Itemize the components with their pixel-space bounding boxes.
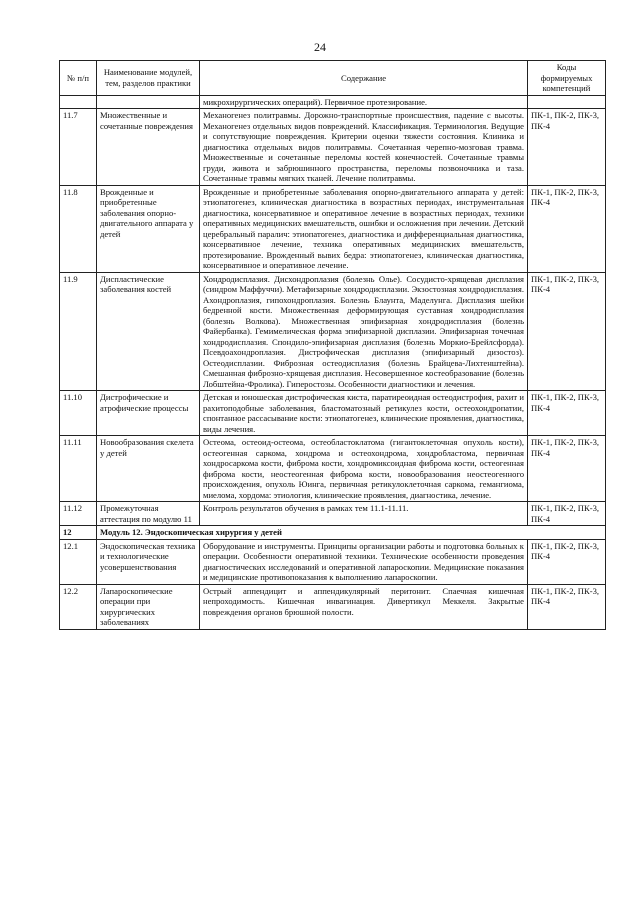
table-row bbox=[60, 539, 606, 584]
row-codes: ПК-1, ПК-2, ПК-3, ПК-4 bbox=[528, 502, 606, 526]
row-codes: ПК-1, ПК-2, ПК-3, ПК-4 bbox=[528, 584, 606, 629]
table-row bbox=[60, 584, 606, 629]
header-content: Содержание bbox=[200, 61, 528, 96]
module-row bbox=[60, 526, 606, 540]
row-num: 11.7 bbox=[60, 109, 97, 186]
continuation-content: микрохирургических операций). Первичное протезирование. bbox=[200, 95, 528, 109]
row-content: Хондродисплазия. Дисхондроплазия (болезнь Олье). Сосудисто-хрящевая дисплазия (синдром Маффуччи). Метафизарные хондродисплазии. Экзостозная хондродисплазия. Ахондроплазия, гипохондроплазия. Болезнь Блаунта, Маделунга. Дисплазия шейки бедренной кости. Множественная деформирующая суставная хондродисплазия (болезнь Волкова). Множественная эпифизарная хондродисплазия (болезнь Файербанка). Гемимелическая форма эпифизарной дисплазии. Эпифизарная точечная хондродисплазия. Спондило-эпифизарная дисплазия (болезнь Моркио-Брейлсфорда). Псевдоахондроплазия. Дистрофическая дисплазия (эпифизарный дизостоз). Остеодисплазии. Фиброзная остеодисплазия (болезнь Брайцева-Лихтенштейна). Смешанная фиброзно-хрящевая дисплазия. Несовершенное костеобразование (болезнь Лобштейна-Фролика). Гиперостозы. Особенности диагностики и лечения. bbox=[200, 272, 528, 391]
row-content: Острый аппендицит и аппендикулярный перитонит. Спаечная кишечная непроходимость. Кишечная инвагинация. Дивертикул Меккеля. Закрытые повреждения органов брюшной полости. bbox=[200, 584, 528, 629]
row-content: Врожденные и приобретенные заболевания опорно-двигательного аппарата у детей: этиопатогенез, клиническая диагностика в возрастных периодах, инструментальная диагностика, консервативное и оперативное лечение в возрастных периодах, техники оперативных медицинских вмешательств, ошибки и осложнения при лечении. Детский церебральный паралич: этиопатогенез, диагностика и дифференциальная диагностика, консервативное лечение, техника оперативных медицинских вмешательств, протезирование. Врожденный вывих бедра: этиопатогенез, клиническая диагностика, консервативное и оперативное лечение. bbox=[200, 185, 528, 272]
row-content: Детская и юношеская дистрофическая киста, паратиреоидная остеодистрофия, рахит и рахитоподобные заболевания, бластоматозный ретикулез кости, остеохондропатии, спонтанное рассасывание кости: этиопатогенез, клинические проявления, диагностика, виды лечения. bbox=[200, 391, 528, 436]
module-title: Модуль 12. Эндоскопическая хирургия у детей bbox=[97, 526, 606, 540]
row-content: Оборудование и инструменты. Принципы организации работы и подготовка больных к операции. Особенности оперативной техники. Технические особенности проведения диагностических исследований и оперативной лапароскопии. Медицинские показания и медицинские противопоказания к выполнению лапароскопии. bbox=[200, 539, 528, 584]
table-row bbox=[60, 502, 606, 526]
header-codes: Коды формируемых компетенций bbox=[528, 61, 606, 96]
row-num: 11.9 bbox=[60, 272, 97, 391]
table-row bbox=[60, 436, 606, 502]
row-codes: ПК-1, ПК-2, ПК-3, ПК-4 bbox=[528, 436, 606, 502]
row-content: Контроль результатов обучения в рамках тем 11.1-11.11. bbox=[200, 502, 528, 526]
row-title: Промежуточная аттестация по модулю 11 bbox=[97, 502, 200, 526]
table-row bbox=[60, 391, 606, 436]
row-content: Остеома, остеоид-остеома, остеобластоклатома (гигантоклеточная опухоль кости), остеогенная саркома, хондрома и остеохондрома, хондробластома, первичная хондросаркома кости, фиброма кости, хондромиксоидная фиброма кости, остеогенная фиброма кости, неостеогенная фиброма кости, новообразования неостеогенного происхождения, опухоль Юинга, первичная ретикулоклеточная саркома, гемангиома, миелома, хордома: этиология, клинические проявления, диагностика, лечение. bbox=[200, 436, 528, 502]
row-codes: ПК-1, ПК-2, ПК-3, ПК-4 bbox=[528, 539, 606, 584]
page-number: 24 bbox=[314, 40, 326, 54]
row-num: 11.10 bbox=[60, 391, 97, 436]
row-codes: ПК-1, ПК-2, ПК-3, ПК-4 bbox=[528, 272, 606, 391]
row-num: 11.8 bbox=[60, 185, 97, 272]
row-content: Механогенез политравмы. Дорожно-транспортные происшествия, падение с высоты. Механогенез отдельных видов повреждений. Классификация. Терминология. Ведущие и сопутствующие повреждения. Критерии оценки тяжести состояния. Клиника и диагностика отдельных видов политравмы. Сочетанная черепно-мозговая травма. Множественные и сочетанные переломы костей конечностей. Сочетанные травмы груди, живота и забрюшинного пространства, переломы позвоночника и таза. Сочетанные травмы мягких тканей. Лечение политравмы. bbox=[200, 109, 528, 186]
continuation-row bbox=[60, 95, 606, 109]
table-row bbox=[60, 109, 606, 186]
row-title: Лапароскопические операции при хирургических заболеваниях bbox=[97, 584, 200, 629]
row-title: Множественные и сочетанные повреждения bbox=[97, 109, 200, 186]
header-num: № п/п bbox=[60, 61, 97, 96]
row-num: 11.12 bbox=[60, 502, 97, 526]
row-num: 12.1 bbox=[60, 539, 97, 584]
row-title: Врожденные и приобретенные заболевания опорно-двигательного аппарата у детей bbox=[97, 185, 200, 272]
table-header-row bbox=[60, 61, 606, 96]
row-num: 12.2 bbox=[60, 584, 97, 629]
row-title: Диспластические заболевания костей bbox=[97, 272, 200, 391]
row-codes: ПК-1, ПК-2, ПК-3, ПК-4 bbox=[528, 109, 606, 186]
row-title: Дистрофические и атрофические процессы bbox=[97, 391, 200, 436]
module-num: 12 bbox=[60, 526, 97, 540]
row-num: 11.11 bbox=[60, 436, 97, 502]
row-codes: ПК-1, ПК-2, ПК-3, ПК-4 bbox=[528, 185, 606, 272]
table-row bbox=[60, 185, 606, 272]
row-title: Эндоскопическая техника и технологические усовершенствования bbox=[97, 539, 200, 584]
row-title: Новообразования скелета у детей bbox=[97, 436, 200, 502]
table-row bbox=[60, 272, 606, 391]
row-codes: ПК-1, ПК-2, ПК-3, ПК-4 bbox=[528, 391, 606, 436]
header-title: Наименование модулей, тем, разделов практики bbox=[97, 61, 200, 96]
curriculum-table bbox=[59, 60, 606, 630]
